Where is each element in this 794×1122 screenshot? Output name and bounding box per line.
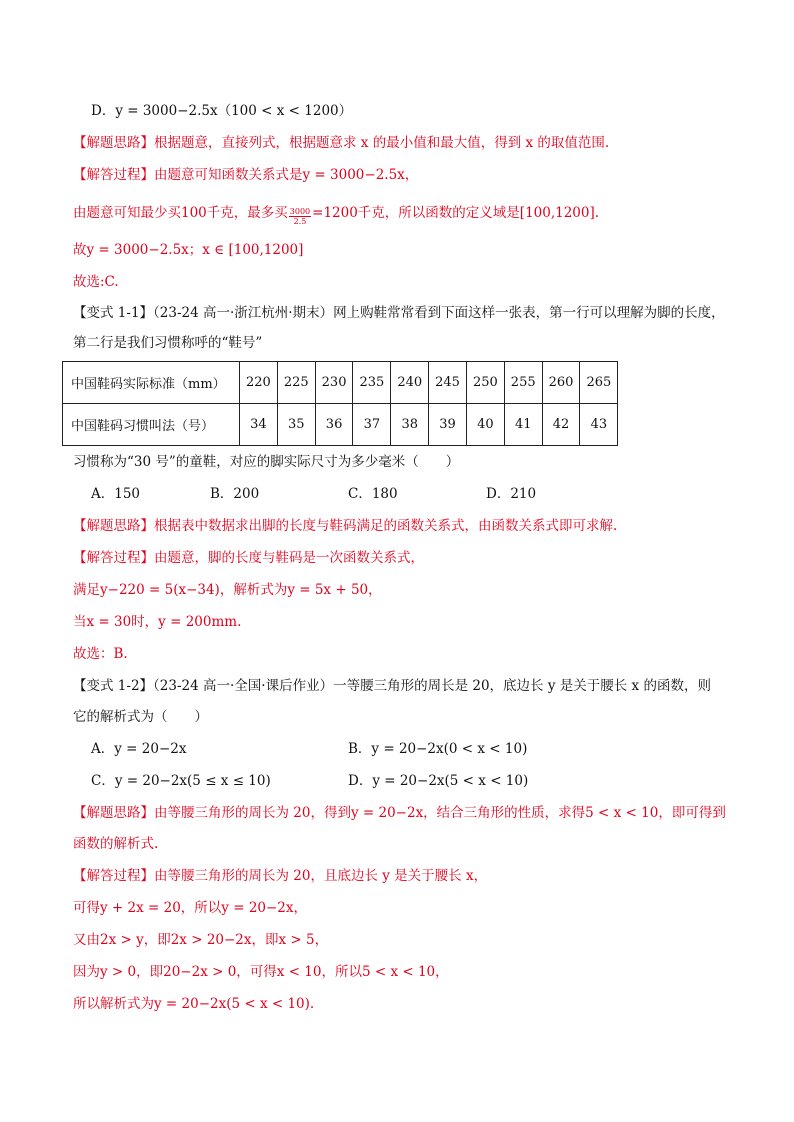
table-cell: 35 xyxy=(277,404,315,446)
solution-line-lower: 又由2x > y，即2x > 20−2x，即x > 5， xyxy=(73,932,329,948)
table-cell: 42 xyxy=(542,404,580,446)
table-cell: 265 xyxy=(580,362,618,404)
option-d: D．210 xyxy=(486,486,537,502)
fraction xyxy=(289,207,311,226)
table-cell: 255 xyxy=(504,362,542,404)
table-cell: 220 xyxy=(240,362,278,404)
domain-text-b: =1200千克，所以函数的定义域是[100,1200]. xyxy=(312,205,600,221)
idea-text: 根据题意，直接列式，根据题意求 x 的最小值和最大值，得到 x 的取值范围. xyxy=(154,135,610,151)
process-text: 由等腰三角形的周长为 20，且底边长 y 是关于腰长 x， xyxy=(154,868,488,884)
table-cell: 225 xyxy=(277,362,315,404)
option-d-previous: D．y = 3000−2.5x（100 < x < 1200） xyxy=(91,103,353,119)
option-c: C．180 xyxy=(348,486,398,502)
solution-line-value: 当x = 30时，y = 200mm. xyxy=(73,614,242,630)
table-cell: 250 xyxy=(466,362,504,404)
table-header-cell: 中国鞋码习惯叫法（号） xyxy=(63,404,240,446)
solution-idea-1 xyxy=(73,133,734,153)
table-cell: 40 xyxy=(466,404,504,446)
solution-line-equation: 满足y−220 = 5(x−34)，解析式为y = 5x + 50， xyxy=(73,582,382,598)
idea-tag: 【解题思路】 xyxy=(73,805,154,821)
table-cell: 39 xyxy=(429,404,467,446)
variant-text: 网上购鞋常常看到下面这样一张表，第一行可以理解为脚的长度， xyxy=(333,305,725,321)
solution-line-result: 故y = 3000−2.5x；x ∈ [100,1200] xyxy=(73,242,304,258)
table-cell: 38 xyxy=(391,404,429,446)
solution-line-upper: 因为y > 0，即20−2x > 0，可得x < 10，所以5 < x < 10， xyxy=(73,964,449,980)
table-cell: 260 xyxy=(542,362,580,404)
variant-source: （23-24 高一·全国·课后作业） xyxy=(153,678,334,694)
option-d: D．y = 20−2x(5 < x < 10) xyxy=(348,773,529,789)
variant-1-2-text2: 它的解析式为（ ） xyxy=(73,709,208,725)
idea-text: 根据表中数据求出脚的长度与鞋码满足的函数关系式，由函数关系式即可求解. xyxy=(154,518,618,534)
fraction-denominator: 2.5 xyxy=(293,217,307,226)
solution-line-sum: 可得y + 2x = 20，所以y = 20−2x， xyxy=(73,900,308,916)
answer-1: 故选:C. xyxy=(73,274,119,290)
process-tag: 【解答过程】 xyxy=(73,550,154,566)
table-cell: 37 xyxy=(353,404,391,446)
process-text: 由题意，脚的长度与鞋码是一次函数关系式， xyxy=(154,550,424,566)
idea-text: 由等腰三角形的周长为 20，得到y = 20−2x，结合三角形的性质，求得5 < x < 10，即可得到 xyxy=(154,805,726,821)
table-row xyxy=(63,362,618,404)
variant-tag: 【变式 1-1】 xyxy=(73,305,154,321)
shoe-size-table xyxy=(62,361,618,446)
table-header-cell: 中国鞋码实际标准（mm） xyxy=(63,362,240,404)
table-cell: 230 xyxy=(315,362,353,404)
table-row xyxy=(63,404,618,446)
solution-idea-3 xyxy=(73,803,734,823)
option-b: B．y = 20−2x(0 < x < 10) xyxy=(348,741,528,757)
table-cell: 36 xyxy=(315,404,353,446)
variant-1-2-title xyxy=(73,676,734,696)
variant-1-1-title xyxy=(73,303,734,323)
table-cell: 41 xyxy=(504,404,542,446)
solution-process-3 xyxy=(73,866,734,886)
fraction-numerator: 3000 xyxy=(289,207,311,216)
answer-2: 故选：B. xyxy=(73,646,128,662)
variant-1-1-question: 习惯称为“30 号”的童鞋，对应的脚实际尺寸为多少毫米（ ） xyxy=(73,454,460,470)
solution-idea-2 xyxy=(73,516,734,536)
option-a: A．150 xyxy=(91,486,141,502)
table-cell: 43 xyxy=(580,404,618,446)
table-cell: 245 xyxy=(429,362,467,404)
solution-line-final: 所以解析式为y = 20−2x(5 < x < 10). xyxy=(73,996,315,1012)
option-b: B．200 xyxy=(210,486,260,502)
solution-process-2 xyxy=(73,548,734,568)
variant-tag: 【变式 1-2】 xyxy=(73,678,154,694)
variant-source: （23-24 高一·浙江杭州·期末） xyxy=(153,305,334,321)
variant-1-1-text2: 第二行是我们习惯称呼的“鞋号” xyxy=(73,335,263,351)
domain-text-a: 由题意可知最少买100千克，最多买 xyxy=(73,205,288,221)
idea-tag: 【解题思路】 xyxy=(73,135,154,151)
process-tag: 【解答过程】 xyxy=(73,167,154,183)
option-a: A．y = 20−2x xyxy=(91,741,187,757)
table-cell: 235 xyxy=(353,362,391,404)
solution-idea-3-cont: 函数的解析式. xyxy=(73,836,159,852)
variant-text: 一等腰三角形的周长是 20，底边长 y 是关于腰长 x 的函数，则 xyxy=(333,678,711,694)
option-c: C．y = 20−2x(5 ≤ x ≤ 10) xyxy=(91,773,271,789)
table-cell: 34 xyxy=(240,404,278,446)
process-tag: 【解答过程】 xyxy=(73,868,154,884)
solution-line-domain xyxy=(73,203,734,226)
solution-process-1 xyxy=(73,165,734,185)
idea-tag: 【解题思路】 xyxy=(73,518,154,534)
table-cell: 240 xyxy=(391,362,429,404)
process-text: 由题意可知函数关系式是y = 3000−2.5x， xyxy=(154,167,419,183)
